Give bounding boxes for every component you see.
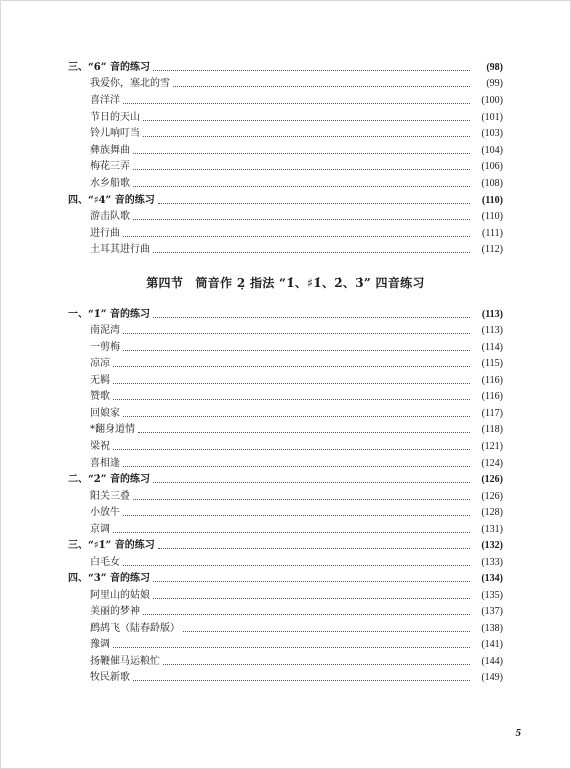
toc-section-row [68,191,503,207]
toc-entry-title: 扬鞭催马运粮忙 [90,656,160,667]
dot-leader [133,679,470,681]
toc-entry-row [90,586,503,602]
dot-leader [123,349,470,351]
toc-entry-page: ( 135 ) [473,589,503,602]
toc-entry-page: ( 101 ) [473,111,503,124]
toc-entry-page: ( 99 ) [473,77,503,90]
toc-entry-page: ( 133 ) [473,556,503,569]
dot-leader [113,398,470,400]
toc-entry-title: 节日的天山 [90,112,140,123]
dot-leader [123,514,470,516]
toc-entry-title: 豫调 [90,639,110,650]
dot-leader [143,119,470,121]
toc-entry-page: ( 110 ) [473,194,503,207]
dot-leader [113,365,470,367]
toc-entry-title: 牧民新歌 [90,672,130,683]
toc-entry-title: *翻身道情 [90,424,135,435]
dot-leader [133,168,470,170]
toc-entry-title: 白毛女 [90,557,120,568]
toc-entry-title: 彝族舞曲 [90,145,130,156]
toc-entry-row [90,240,503,256]
toc-entry-title: 三、“6̇” 音的练习 [68,62,150,73]
toc-entry-title: 鹧鸪飞（陆春龄版） [90,623,180,634]
dot-leader [133,218,470,220]
toc-entry-row [90,174,503,190]
toc-entry-title: 南泥湾 [90,325,120,336]
toc-entry-title: 京调 [90,524,110,535]
toc-entry-page: ( 117 ) [473,407,503,420]
toc-entry-page: ( 144 ) [473,655,503,668]
toc-section-row [68,536,503,552]
toc-entry-row [90,437,503,453]
toc-entry-title: 铃儿响叮当 [90,128,140,139]
toc-entry-page: ( 126 ) [473,473,503,486]
toc-entry-title: 喜洋洋 [90,95,120,106]
dot-leader [163,663,470,665]
toc-section-row [68,305,503,321]
toc-entry-page: ( 113 ) [473,324,503,337]
dot-leader [113,382,470,384]
toc-entry-title: 无羁 [90,375,110,386]
dot-leader [173,85,470,87]
toc-entry-page: ( 111 ) [473,227,503,240]
toc-entry-page: ( 131 ) [473,523,503,536]
toc-entry-page: ( 110 ) [473,210,503,223]
toc-entry-title: 进行曲 [90,228,120,239]
dot-leader [153,316,470,318]
toc-entry-title: 小放牛 [90,507,120,518]
toc-entry-page: ( 126 ) [473,490,503,503]
toc-entry-title: 一剪梅 [90,342,120,353]
toc-entry-page: ( 104 ) [473,144,503,157]
toc-entry-row [90,338,503,354]
dot-leader [143,613,470,615]
toc-entry-page: ( 103 ) [473,127,503,140]
toc-entry-page: ( 138 ) [473,622,503,635]
toc-section-row [68,470,503,486]
dot-leader [113,646,470,648]
toc-entry-title: 阳关三叠 [90,491,130,502]
toc-entry-page: ( 100 ) [473,94,503,107]
toc-section-row [68,569,503,585]
page-number: 5 [515,727,521,739]
toc-entry-row [90,91,503,107]
toc-entry-row [90,404,503,420]
toc-entry-page: ( 128 ) [473,506,503,519]
dot-leader [153,481,470,483]
toc-entry-row [90,454,503,470]
toc-entry-title: 四、“3̇” 音的练习 [68,573,150,584]
toc-entry-title: 一、“1̇” 音的练习 [68,309,150,320]
dot-leader [158,202,470,204]
toc-section-row [68,58,503,74]
toc-entry-page: ( 137 ) [473,605,503,618]
dot-leader [133,498,470,500]
toc-entry-title: 阿里山的姑娘 [90,590,150,601]
toc-entry-page: ( 112 ) [473,243,503,256]
toc-entry-row [90,74,503,90]
dot-leader [123,415,470,417]
toc-entry-row [90,387,503,403]
toc-entry-row [90,635,503,651]
toc-entry-page: ( 121 ) [473,440,503,453]
toc-entry-page: ( 116 ) [473,374,503,387]
dot-leader [138,431,470,433]
toc-entry-page: ( 132 ) [473,539,503,552]
toc-entry-row [90,619,503,635]
toc-entry-row [90,108,503,124]
toc-entry-row [90,321,503,337]
toc-entry-title: 回娘家 [90,408,120,419]
dot-leader [113,448,470,450]
toc-entry-row [90,668,503,684]
toc-entry-page: ( 116 ) [473,390,503,403]
dot-leader [153,69,470,71]
toc-entry-title: 梁祝 [90,441,110,452]
toc-entry-title: 二、“2̇” 音的练习 [68,474,150,485]
toc-entry-row [90,652,503,668]
dot-leader [123,332,470,334]
toc-entry-title: 我爱你，塞北的雪 [90,78,170,89]
dot-leader [123,564,470,566]
dot-leader [153,597,470,599]
dot-leader [133,152,470,154]
toc-entry-row [90,602,503,618]
dot-leader [153,251,470,253]
dot-leader [143,135,470,137]
section-heading: 第四节 筒音作 2̣ 指法 “1̇、♯1̇、2̇、3̇” 四音练习 [146,276,425,290]
toc-entry-page: ( 149 ) [473,671,503,684]
toc-entry-page: ( 134 ) [473,572,503,585]
toc-entry-row [90,224,503,240]
toc-entry-row [90,141,503,157]
dot-leader [123,465,470,467]
toc-entry-row [90,553,503,569]
toc-entry-page: ( 114 ) [473,341,503,354]
toc-entry-title: 三、“♯1̇” 音的练习 [68,540,155,551]
toc-entry-page: ( 118 ) [473,423,503,436]
dot-leader [123,235,470,237]
dot-leader [123,102,470,104]
toc-entry-page: ( 141 ) [473,638,503,651]
toc-entry-row [90,487,503,503]
toc-entry-page: ( 124 ) [473,457,503,470]
dot-leader [133,185,470,187]
toc-entry-title: 梅花三弄 [90,161,130,172]
dot-leader [158,547,470,549]
toc-entry-title: 四、“♯4” 音的练习 [68,195,155,206]
toc-entry-title: 游击队歌 [90,211,130,222]
toc-entry-row [90,124,503,140]
toc-entry-page: ( 115 ) [473,357,503,370]
toc-entry-row [90,354,503,370]
toc-entry-row [90,207,503,223]
toc-entry-row [90,157,503,173]
toc-entry-page: ( 113 ) [473,308,503,321]
dot-leader [113,531,470,533]
toc-entry-row [90,420,503,436]
toc-entry-page: ( 106 ) [473,160,503,173]
toc-entry-title: 水乡船歌 [90,178,130,189]
toc-entry-title: 凉凉 [90,358,110,369]
toc-entry-row [90,371,503,387]
dot-leader [183,630,470,632]
toc-entry-title: 美丽的梦神 [90,606,140,617]
toc-entry-row [90,520,503,536]
toc-entry-title: 土耳其进行曲 [90,244,150,255]
dot-leader [153,580,470,582]
toc-entry-title: 喜相逢 [90,458,120,469]
toc-entry-page: ( 108 ) [473,177,503,190]
toc-entry-page: ( 98 ) [473,61,503,74]
toc-entry-row [90,503,503,519]
toc-entry-title: 赞歌 [90,391,110,402]
